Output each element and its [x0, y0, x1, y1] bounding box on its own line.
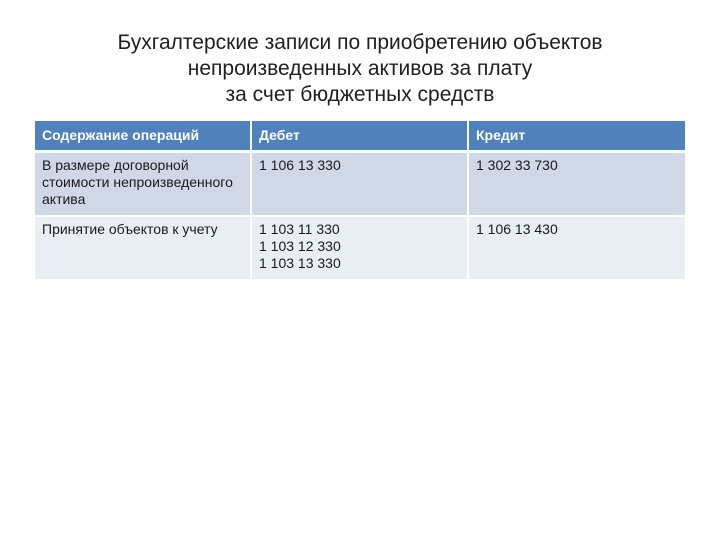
table-row — [35, 152, 685, 217]
operation-cell: Принятие объектов к учету — [35, 216, 251, 280]
column-header-credit: Кредит — [468, 121, 685, 152]
column-header-debit: Дебет — [251, 121, 468, 152]
debit-cell — [251, 216, 468, 280]
title-line-3: за счет бюджетных средств — [225, 83, 495, 106]
credit-account: 1 302 33 730 — [476, 157, 558, 173]
title-line-1: Бухгалтерские записи по приобретению объектов — [117, 31, 603, 54]
debit-account: 1 103 13 330 — [259, 255, 341, 271]
debit-account: 1 106 13 330 — [259, 157, 341, 173]
table-header-row — [35, 121, 685, 152]
slide-title — [0, 30, 720, 108]
credit-cell — [468, 152, 685, 217]
debit-account: 1 103 12 330 — [259, 238, 341, 254]
debit-account: 1 103 11 330 — [259, 221, 340, 237]
accounting-entries-table — [35, 121, 685, 281]
credit-cell — [468, 216, 685, 280]
title-line-2: непроизведенных активов за плату — [187, 57, 533, 80]
operation-cell: В размере договорной стоимости непроизведенного актива — [35, 152, 251, 217]
column-header-operations: Содержание операций — [35, 121, 251, 152]
credit-account: 1 106 13 430 — [476, 221, 558, 237]
table-row — [35, 216, 685, 280]
debit-cell — [251, 152, 468, 217]
